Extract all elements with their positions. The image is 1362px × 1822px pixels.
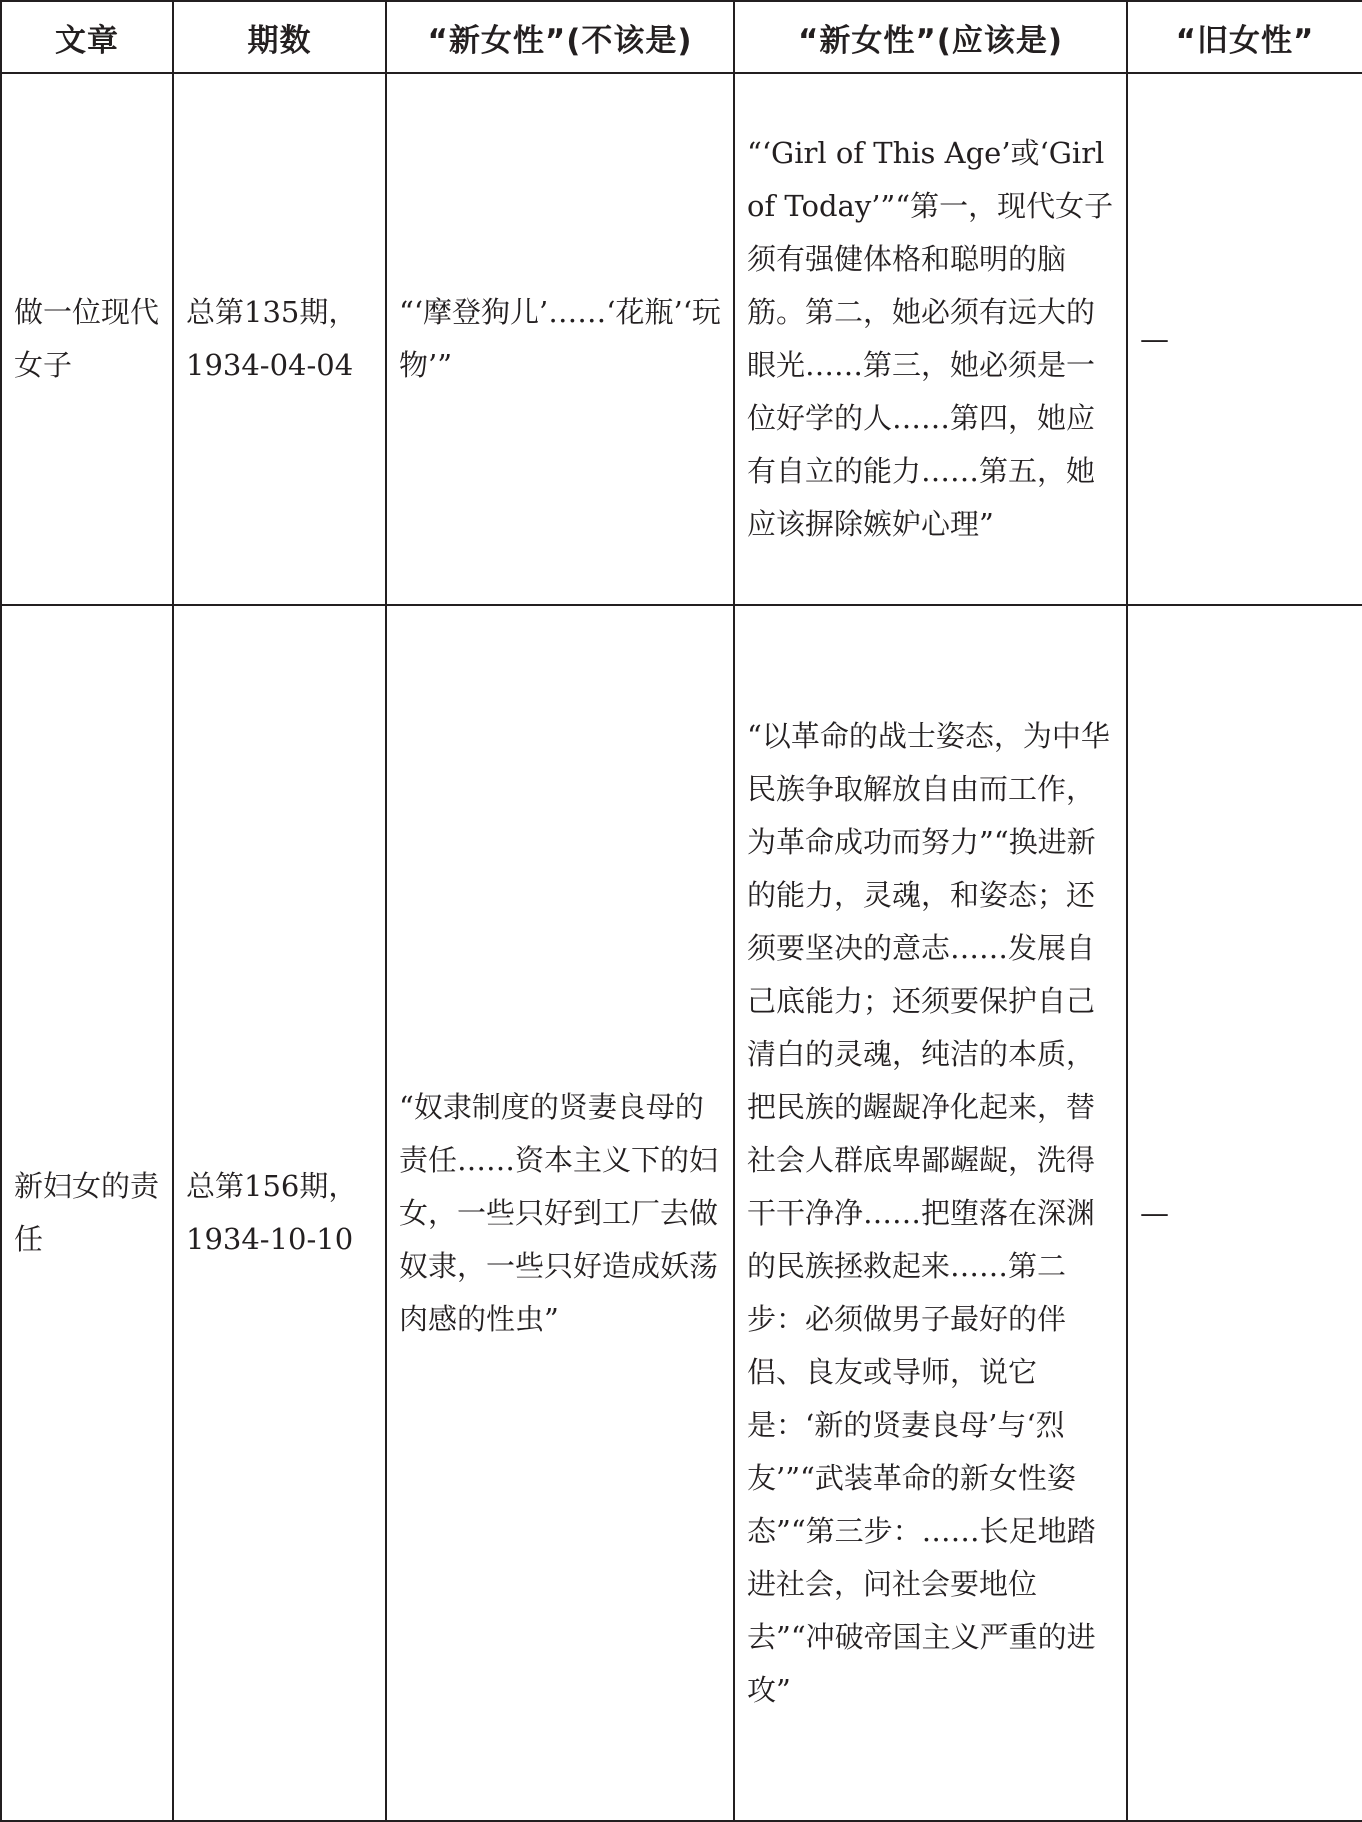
old-woman-cell	[1127, 605, 1362, 1821]
old-woman-text: —	[1140, 1195, 1169, 1230]
should-be-text: “以革命的战士姿态，为中华民族争取解放自由而工作，为革命成功而努力”“换进新的能力，灵魂，和姿态；还须要坚决的意志……发展自己底能力；还须要保护自己清白的灵魂，纯洁的本质，把民族的龌龊净化起来，替社会人群底卑鄙龌龊，洗得干干净净……把堕落在深渊的民族拯救起来……第二步：必须做男子最好的伴侣、良友或导师，说它是：‘新的贤妻良母’与‘烈友’”“武装革命的新女性姿态”“第三步：……长足地踏进社会，问社会要地位去”“冲破帝国主义严重的进攻”	[747, 718, 1110, 1707]
header-article: 文章	[1, 1, 173, 73]
should-not-be-text: “‘摩登狗儿’……‘花瓶’‘玩物’”	[399, 295, 721, 382]
should-not-be-text: “奴隶制度的贤妻良母的责任……资本主义下的妇女，一些只好到工厂去做奴隶，一些只好造成妖荡肉感的性虫”	[399, 1089, 719, 1336]
should-not-be-cell	[386, 605, 734, 1821]
table-row	[1, 73, 1362, 605]
should-be-cell	[734, 605, 1127, 1821]
old-woman-cell	[1127, 73, 1362, 605]
issue-cell	[173, 605, 386, 1821]
article-title-cell	[1, 73, 173, 605]
should-not-be-cell	[386, 73, 734, 605]
old-woman-text: —	[1140, 321, 1169, 356]
should-be-text: “‘Girl of This Age’或‘Girl of Today’”“第一，现代女子须有强健体格和聪明的脑筋。第二，她必须有远大的眼光……第三，她必须是一位好学的人……第四，她应有自立的能力……第五，她应该摒除嫉妒心理”	[747, 136, 1114, 541]
header-new-woman-should-be: “新女性”(应该是)	[734, 1, 1127, 73]
table-row	[1, 605, 1362, 1821]
issue-cell	[173, 73, 386, 605]
header-row	[1, 1, 1362, 73]
should-be-cell	[734, 73, 1127, 605]
article-title-cell	[1, 605, 173, 1821]
header-old-woman: “旧女性”	[1127, 1, 1362, 73]
article-title: 新妇女的责任	[14, 1169, 160, 1256]
issue-number: 总第156期，1934-10-10	[186, 1169, 358, 1256]
header-new-woman-should-not-be: “新女性”(不该是)	[386, 1, 734, 73]
issue-number: 总第135期，1934-04-04	[186, 295, 358, 382]
article-title: 做一位现代女子	[14, 295, 160, 382]
header-issue: 期数	[173, 1, 386, 73]
